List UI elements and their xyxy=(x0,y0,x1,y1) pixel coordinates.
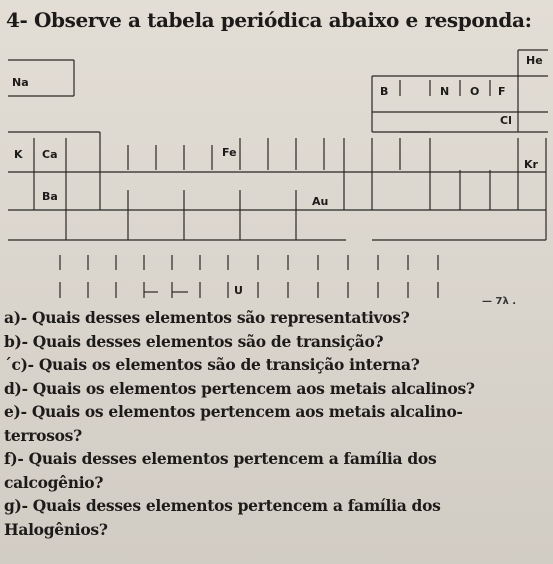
element-n: N xyxy=(440,85,450,98)
question-e: e)- Quais os elementos pertencem aos metais alcalino- xyxy=(4,402,463,421)
element-b: B xyxy=(380,85,389,98)
question-a: a)- Quais desses elementos são representativos? xyxy=(4,308,410,327)
element-cl: Cl xyxy=(500,114,512,127)
margin-note: — 7λ . xyxy=(482,296,517,307)
question-b: b)- Quais desses elementos são de transição? xyxy=(4,331,384,351)
element-na: Na xyxy=(12,76,29,89)
question-f: f)- Quais desses elementos pertencem a família dos xyxy=(4,449,437,468)
element-f: F xyxy=(498,85,506,98)
question-f-continued: calcogênio? xyxy=(4,472,104,492)
element-u: U xyxy=(234,284,243,297)
element-k: K xyxy=(14,148,23,161)
element-ba: Ba xyxy=(42,190,58,203)
periodic-table-sketch xyxy=(0,40,553,300)
question-e-continued: terrosos? xyxy=(4,425,82,445)
element-ca: Ca xyxy=(42,148,58,161)
question-g: g)- Quais desses elementos pertencem a família dos xyxy=(4,496,441,515)
exercise-title: 4- Observe a tabela periódica abaixo e responda: xyxy=(6,8,532,32)
element-au: Au xyxy=(312,195,329,208)
element-fe: Fe xyxy=(222,146,237,159)
question-d: d)- Quais os elementos pertencem aos metais alcalinos? xyxy=(4,378,475,398)
element-kr: Kr xyxy=(524,158,538,171)
question-g-continued: Halogênios? xyxy=(4,519,108,539)
element-o: O xyxy=(470,85,480,98)
element-he: He xyxy=(526,54,543,67)
question-list xyxy=(4,306,549,541)
question-c: ´c)- Quais os elementos são de transição interna? xyxy=(4,355,420,374)
